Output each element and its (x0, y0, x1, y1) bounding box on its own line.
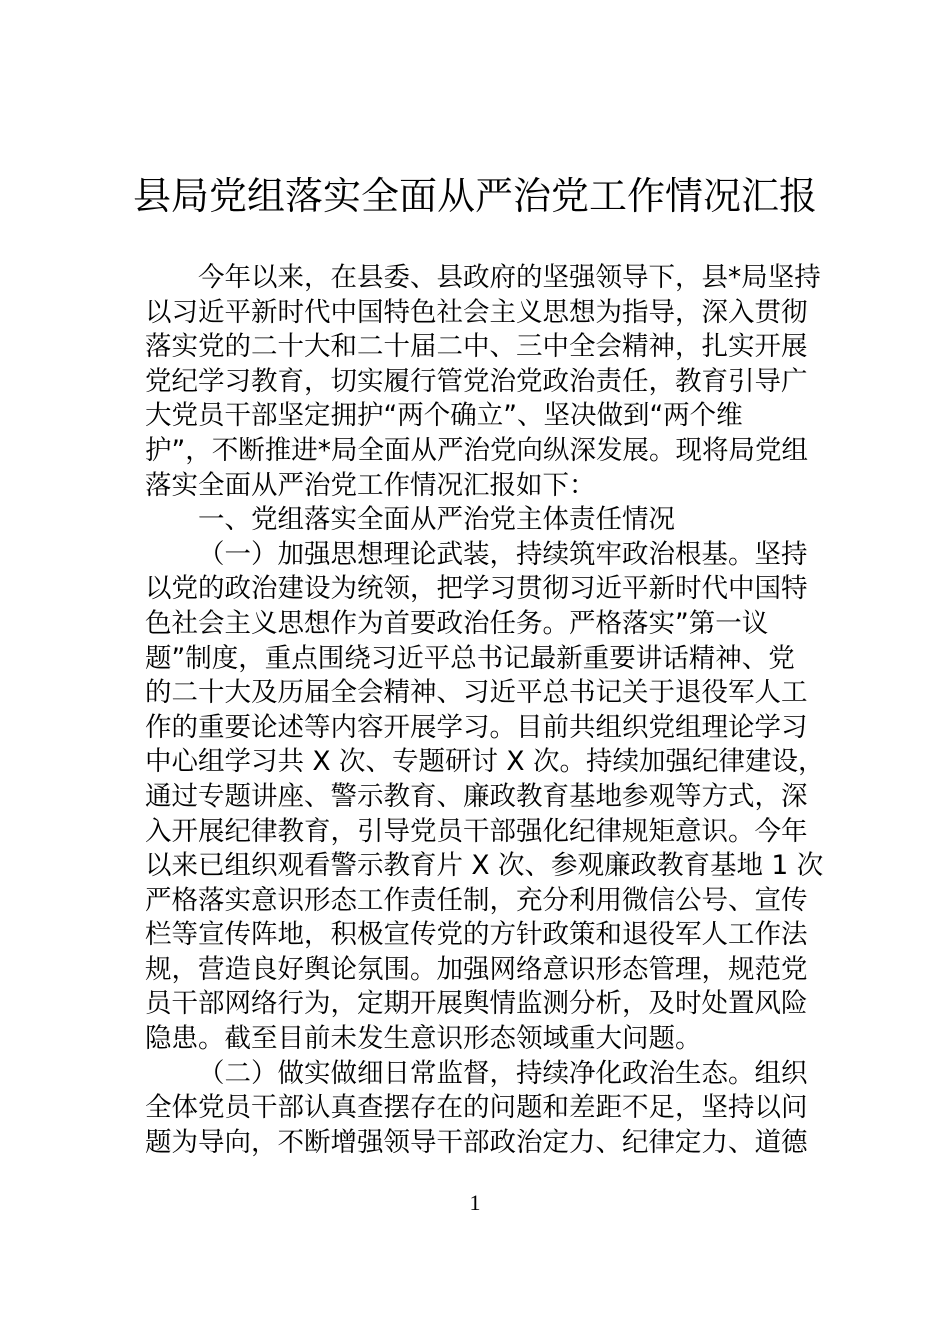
paragraph-line: 的二十大及历届全会精神、习近平总书记关于退役军人工 (145, 677, 808, 709)
paragraph-line: 落实党的二十大和二十届二中、三中全会精神，扎实开展 (145, 331, 808, 363)
paragraph-line: 严格落实意识形态工作责任制，充分利用微信公号、宣传 (145, 884, 808, 916)
paragraph-line: 隐患。截至目前未发生意识形态领域重大问题。 (145, 1023, 702, 1055)
paragraph-line: 入开展纪律教育，引导党员干部强化纪律规矩意识。今年 (145, 815, 808, 847)
paragraph-line: 护”，不断推进*局全面从严治党向纵深发展。现将局党组 (145, 434, 808, 466)
subsection-heading-line: （二）做实做细日常监督，持续净化政治生态。组织 (198, 1057, 808, 1089)
paragraph-line: 员干部网络行为，定期开展舆情监测分析，及时处置风险 (145, 988, 808, 1020)
paragraph-line: 全体党员干部认真查摆存在的问题和差距不足，坚持以问 (145, 1092, 808, 1124)
paragraph-line: 以习近平新时代中国特色社会主义思想为指导，深入贯彻 (145, 296, 808, 328)
paragraph-line: 落实全面从严治党工作情况汇报如下： (145, 469, 596, 501)
paragraph-line: 党纪学习教育，切实履行管党治党政治责任，教育引导广 (145, 365, 808, 397)
paragraph-line: 作的重要论述等内容开展学习。目前共组织党组理论学习 (145, 711, 808, 743)
paragraph-line: 以来已组织观看警示教育片 X 次、参观廉政教育基地 1 次 (145, 850, 824, 882)
paragraph-line: 中心组学习共 X 次、专题研讨 X 次。持续加强纪律建设， (145, 746, 825, 778)
paragraph-line: 大党员干部坚定拥护“两个确立”、坚决做到“两个维 (145, 400, 743, 432)
subsection-heading-line: （一）加强思想理论武装，持续筑牢政治根基。坚持 (198, 538, 808, 570)
document-body (145, 261, 825, 1160)
paragraph-line: 通过专题讲座、警示教育、廉政教育基地参观等方式，深 (145, 780, 808, 812)
paragraph-line: 题”制度，重点围绕习近平总书记最新重要讲话精神、党 (145, 642, 795, 674)
paragraph-line: 色社会主义思想作为首要政治任务。严格落实”第一议 (145, 607, 769, 639)
paragraph-line: 题为导向，不断增强领导干部政治定力、纪律定力、道德 (145, 1126, 808, 1158)
section-heading: 一、党组落实全面从严治党主体责任情况 (198, 504, 675, 536)
paragraph-line: 今年以来，在县委、县政府的坚强领导下，县*局坚持 (198, 262, 821, 293)
document-title: 县局党组落实全面从严治党工作情况汇报 (132, 174, 817, 218)
paragraph-line: 以党的政治建设为统领，把学习贯彻习近平新时代中国特 (145, 573, 808, 605)
paragraph-line: 栏等宣传阵地，积极宣传党的方针政策和退役军人工作法 (145, 919, 808, 951)
page-number: 1 (469, 1190, 481, 1215)
paragraph-line: 规，营造良好舆论氛围。加强网络意识形态管理，规范党 (145, 953, 808, 985)
